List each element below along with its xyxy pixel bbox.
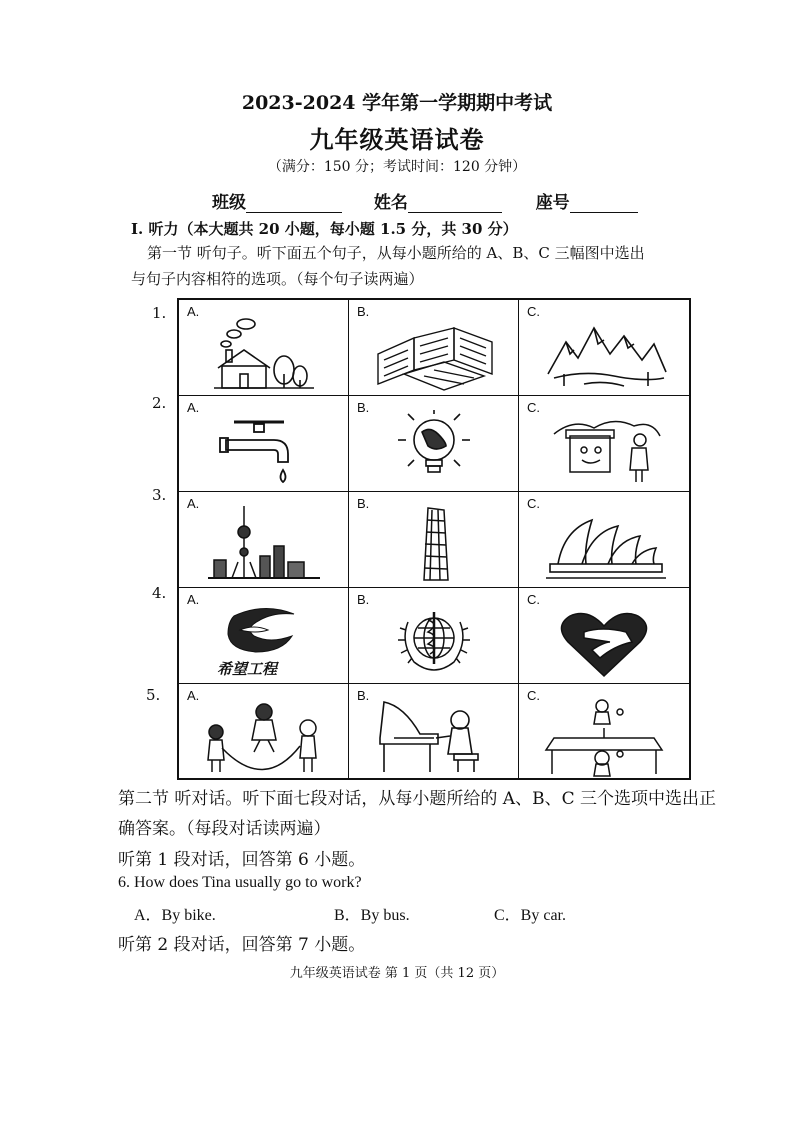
option-label: A. (187, 688, 200, 703)
option-cell[interactable] (349, 684, 519, 780)
q6-option-c[interactable]: C．By car. (494, 907, 566, 924)
option-cell[interactable] (349, 588, 519, 684)
class-blank (246, 194, 342, 213)
picture-options-table (177, 298, 691, 780)
opera-house-icon (544, 506, 669, 584)
jump-rope-kids-icon (204, 698, 334, 776)
option-cell[interactable] (179, 588, 349, 684)
seat-label: 座号 (535, 193, 570, 213)
option-label: C. (527, 496, 540, 511)
option-label: B. (357, 400, 370, 415)
exam-subtitle: 九年级英语试卷 (309, 125, 485, 154)
section2-instruction-1: 第二节 听对话。听下面七段对话，从每小题所给的 A、B、C 三个选项中选出正 (118, 789, 716, 809)
option-label: B. (357, 688, 370, 703)
question-number: 3. (152, 486, 167, 504)
name-blank (408, 194, 502, 213)
option-cell[interactable] (519, 684, 689, 780)
leaning-tower-icon (374, 506, 494, 584)
tv-tower-skyline-icon (204, 506, 324, 584)
question-number: 5. (146, 686, 161, 704)
question-number: 1. (152, 304, 167, 322)
exam-note: （满分：150 分；考试时间：120 分钟） (267, 159, 527, 175)
option-cell[interactable] (519, 300, 689, 396)
hope-project-logo-text: 希望工程 (217, 660, 278, 678)
section2-instruction-2: 确答案。（每段对话读两遍） (118, 819, 331, 839)
heart-hand-icon (544, 602, 664, 682)
class-label: 班级 (212, 193, 246, 213)
option-cell[interactable] (179, 492, 349, 588)
table-row (179, 588, 689, 684)
option-cell[interactable] (519, 588, 689, 684)
option-label: A. (187, 496, 200, 511)
earth-bulb-icon (374, 410, 494, 488)
mountains-icon (544, 314, 669, 392)
option-cell[interactable] (519, 396, 689, 492)
option-label: C. (527, 688, 540, 703)
q6-option-b[interactable]: B．By bus. (334, 907, 410, 924)
table-row (179, 492, 689, 588)
option-cell[interactable] (179, 396, 349, 492)
ping-pong-icon (544, 698, 669, 778)
option-label: A. (187, 400, 200, 415)
option-label: C. (527, 592, 540, 607)
option-cell[interactable] (349, 300, 519, 396)
part1-heading: I. 听力（本大题共 20 小题，每小题 1.5 分，共 30 分） (131, 220, 518, 238)
option-label: B. (357, 304, 370, 319)
city-buildings-icon (374, 314, 499, 392)
exam-title: 2023-2024 学年第一学期期中考试 (241, 92, 553, 114)
recycle-bin-icon (544, 410, 669, 488)
page-footer: 九年级英语试卷 第 1 页（共 12 页） (289, 966, 505, 981)
section1-instruction-1: 第一节 听句子。听下面五个句子，从每小题所给的 A、B、C 三幅图中选出 (147, 244, 645, 262)
option-label: C. (527, 400, 540, 415)
option-label: C. (527, 304, 540, 319)
option-label: B. (357, 592, 370, 607)
table-row (179, 396, 689, 492)
question-6: 6. How does Tina usually go to work? (118, 874, 362, 891)
water-tap-icon (204, 410, 324, 488)
option-cell[interactable] (179, 684, 349, 780)
dialog-2-instruction: 听第 2 段对话，回答第 7 小题。 (118, 935, 366, 955)
option-cell[interactable] (349, 492, 519, 588)
option-cell[interactable] (519, 492, 689, 588)
house-smoke-icon (204, 314, 324, 392)
who-emblem-icon (374, 602, 494, 682)
dialog-1-instruction: 听第 1 段对话，回答第 6 小题。 (118, 850, 366, 870)
question-number: 2. (152, 394, 167, 412)
q6-option-a[interactable]: A．By bike. (134, 907, 216, 924)
table-row (179, 684, 689, 780)
option-label: A. (187, 592, 200, 607)
seat-blank (570, 194, 638, 213)
name-label: 姓名 (373, 193, 408, 213)
question-number: 4. (152, 584, 167, 602)
option-cell[interactable] (349, 396, 519, 492)
table-row (179, 300, 689, 396)
piano-player-icon (374, 698, 499, 776)
option-cell[interactable] (179, 300, 349, 396)
student-info-fields (212, 188, 638, 213)
section1-instruction-2: 与句子内容相符的选项。（每个句子读两遍） (131, 270, 424, 288)
option-label: B. (357, 496, 370, 511)
option-label: A. (187, 304, 200, 319)
